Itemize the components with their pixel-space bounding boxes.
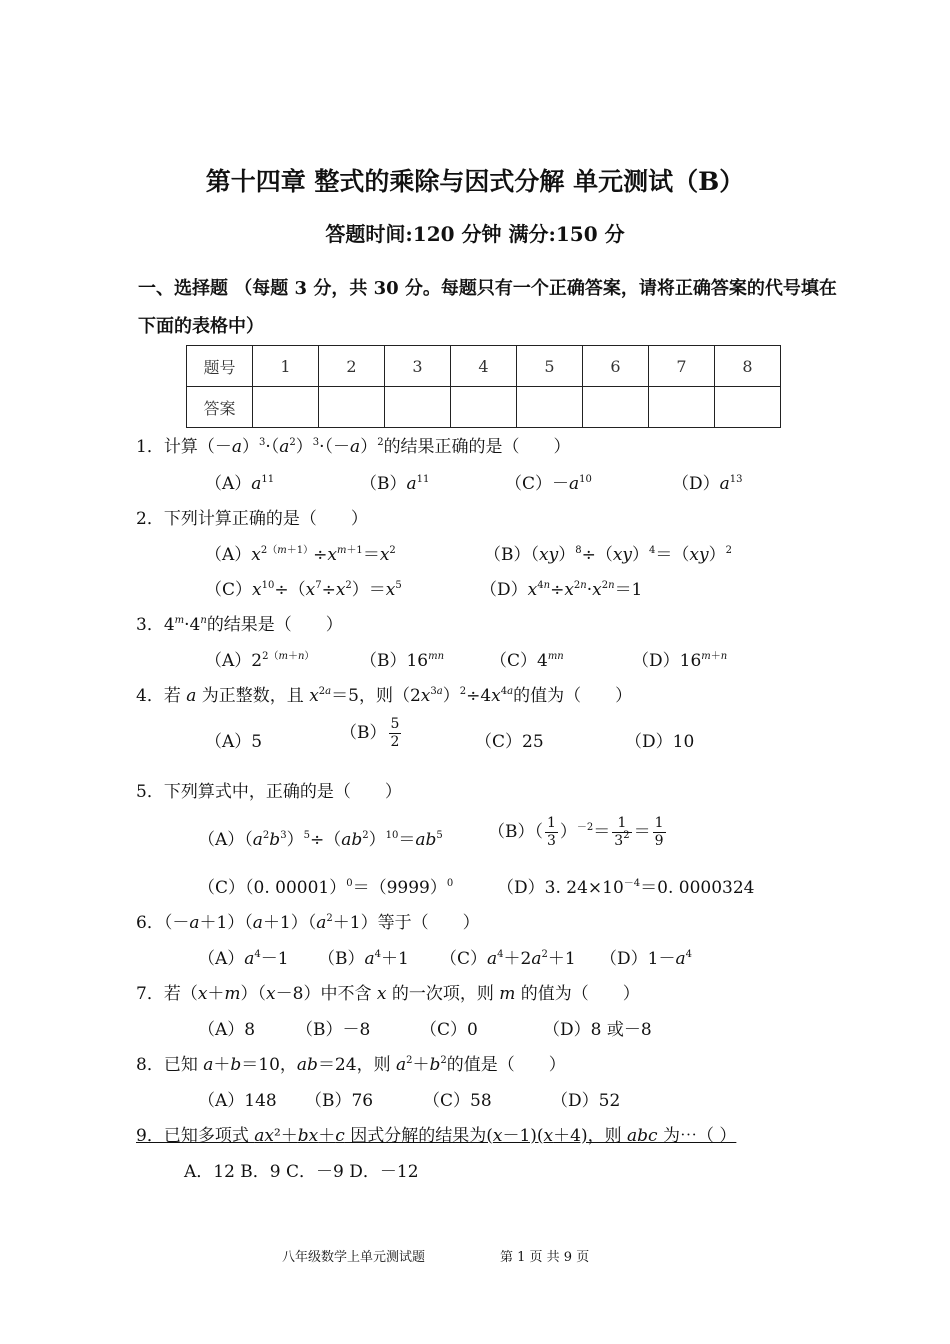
q3-option-c: $(C)4^{mn}$	[490, 651, 564, 671]
q6-option-a: $(A)a^4-1$	[198, 949, 289, 969]
question-1: 1．计算$(-a)^3\cdot(a^2)^3\cdot(-a)^2$的结果正确的是（ ）	[136, 437, 571, 457]
question-number-cell: 3	[385, 346, 451, 387]
q6-option-b: $(B)a^4+1$	[318, 949, 409, 969]
question-2: 2．下列计算正确的是（ ）	[136, 509, 368, 529]
question-number-cell: 4	[451, 346, 517, 387]
q8-option-b: （B）76	[305, 1091, 374, 1111]
q5-option-d: （D）3. $24\times 10^{-4}=0$. 0000324	[497, 878, 755, 898]
answer-cell[interactable]	[385, 387, 451, 428]
page-title: 第十四章 整式的乘除与因式分解 单元测试（B）	[205, 167, 745, 196]
header-label-cell: 题号	[187, 346, 253, 387]
question-7: 7．若（x＋m）（x－8）中不含 x 的一次项，则 m 的值为（ ）	[136, 984, 640, 1004]
footer-title: 八年级数学上单元测试题	[282, 1250, 426, 1265]
answer-label-cell: 答案	[187, 387, 253, 428]
q1-option-d: $(D)a^{13}$	[672, 474, 743, 494]
q5-option-a: $(A)(a^2b^3)^5\div(ab^2)^{10}=ab^5$	[198, 830, 443, 850]
q1-option-b: $(B)a^{11}$	[360, 474, 430, 494]
q9-options: A．12 B．9 C．－9 D．－12	[184, 1162, 419, 1182]
q4-option-c: （C）25	[475, 732, 544, 752]
q4-option-a: （A）5	[205, 732, 263, 752]
question-3: 3．$4^m\cdot 4^n$的结果是（ ）	[136, 615, 343, 635]
exam-info: 答题时间:120 分钟 满分:150 分	[325, 222, 625, 246]
q3-option-b: $(B)16^{mn}$	[360, 651, 445, 671]
question-number-cell: 7	[649, 346, 715, 387]
answer-table-header-row	[187, 346, 781, 387]
answer-cell[interactable]	[253, 387, 319, 428]
q1-option-a: $(A)a^{11}$	[205, 474, 275, 494]
answer-cell[interactable]	[451, 387, 517, 428]
q4-option-b: （B） $\frac{5}{2}$	[340, 716, 400, 750]
q3-option-a: $(A)2^{2(m+n)}$	[205, 651, 315, 671]
q8-option-d: （D）52	[551, 1091, 621, 1111]
question-5: 5．下列算式中，正确的是（ ）	[136, 782, 402, 802]
q5-option-b: （B）（ $\frac{1}{3}$ ）$^{-2}$＝ $\frac{1}{3^2}$ ＝ $\frac{1}{9}$	[488, 815, 664, 849]
q1-option-c: $(C)-a^{10}$	[505, 474, 592, 494]
q2-option-c: $(C)x^{10}\div(x^7\div x^2)=x^5$	[205, 580, 402, 600]
question-number-cell: 2	[319, 346, 385, 387]
question-number-cell: 5	[517, 346, 583, 387]
q2-option-d: $(D)x^{4n}\div x^{2n}\cdot x^{2n}=1$	[480, 580, 643, 600]
question-number-cell: 6	[583, 346, 649, 387]
q3-option-d: $(D)16^{m+n}$	[632, 651, 728, 671]
question-number-cell: 1	[253, 346, 319, 387]
footer-page-number: 第 1 页 共 9 页	[500, 1250, 590, 1265]
q6-option-d: $(D)1-a^4$	[600, 949, 692, 969]
q7-option-b: （B）－8	[296, 1020, 371, 1040]
answer-cell[interactable]	[715, 387, 781, 428]
answer-cell[interactable]	[517, 387, 583, 428]
q5-option-c: （C）（0. $00001)^0=(9999)^0$	[198, 878, 454, 898]
answer-table	[186, 345, 781, 428]
answer-table-answer-row	[187, 387, 781, 428]
q2-option-b: （B）（xy）$^8$÷（xy）$^4$＝（xy）$^2$	[484, 545, 732, 565]
answer-cell[interactable]	[649, 387, 715, 428]
answer-cell[interactable]	[319, 387, 385, 428]
q2-option-a: $(A)x^{2(m+1)}\div x^{m+1}=x^2$	[205, 545, 396, 565]
q6-option-c: $(C)a^4+2a^2+1$	[440, 949, 576, 969]
answer-cell[interactable]	[583, 387, 649, 428]
question-number-cell: 8	[715, 346, 781, 387]
q7-option-c: （C）0	[420, 1020, 478, 1040]
question-9: 9．已知多项式 ax²＋bx＋c 因式分解的结果为(x－1)(x＋4)，则 abc 为⋯（ ）	[136, 1126, 737, 1146]
q7-option-d: （D）8 或－8	[543, 1020, 652, 1040]
q4-option-d: （D）10	[625, 732, 695, 752]
question-8: 8．已知 a＋b＝10，ab＝24，则 $a^2+b^2$的值是（ ）	[136, 1055, 566, 1075]
q7-option-a: （A）8	[198, 1020, 256, 1040]
section-heading-cont: 下面的表格中）	[138, 316, 264, 337]
question-4: 4．若 a 为正整数，且 $x^{2a}=5$，则$(2x^{3a})^2\div 4x^{4a}$的值为（ ）	[136, 686, 633, 706]
section-heading: 一、选择题 （每题 3 分，共 30 分。每题只有一个正确答案，请将正确答案的代号填在	[138, 278, 837, 299]
q8-option-a: （A）148	[198, 1091, 277, 1111]
question-6: 6．$(-a+1)(a+1)(a^2+1)$等于（ ）	[136, 913, 480, 933]
q8-option-c: （C）58	[423, 1091, 492, 1111]
